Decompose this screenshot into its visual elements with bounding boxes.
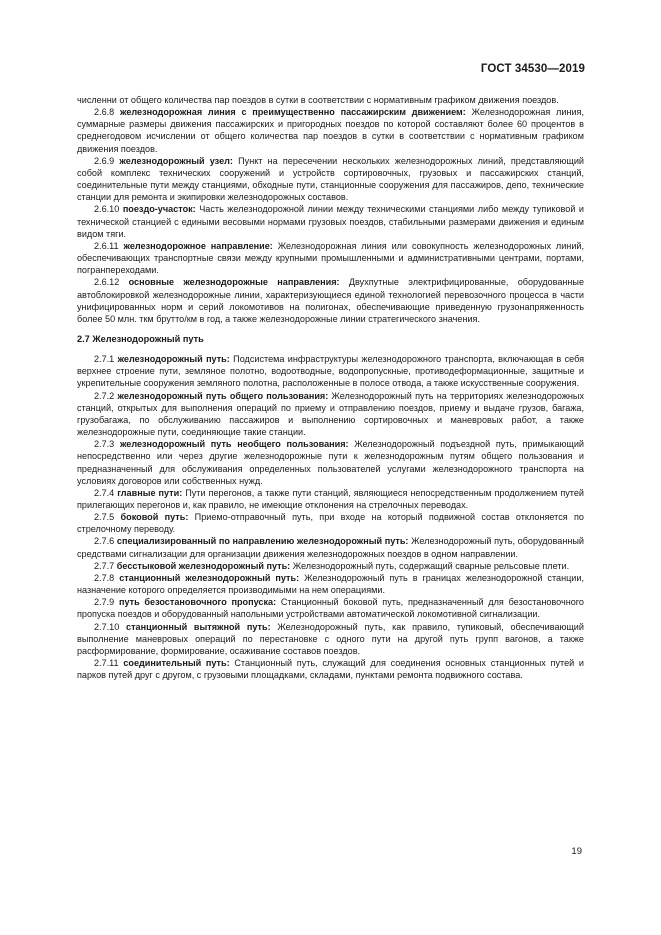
item-term: боковой путь: xyxy=(120,512,189,523)
item-number: 2.7.5 xyxy=(94,512,115,523)
definition-item xyxy=(77,511,584,535)
definition-item xyxy=(77,535,584,559)
definition-item xyxy=(77,155,584,204)
item-term: путь безостановочного пропуска: xyxy=(118,597,277,608)
item-term: железнодорожный узел: xyxy=(119,155,233,166)
item-text: Железнодорожный путь, оборудованный средствами сигнализации для организации движения железнодорожных поездов в одном направлении. xyxy=(77,536,585,559)
item-number: 2.7.4 xyxy=(94,487,115,498)
items-group-a xyxy=(77,106,584,325)
item-text: Пункт на пересечении нескольких железнодорожных линий, представляющий собой комплекс технических сооружений и устройств сортировочных, грузовых и пассажирских станций, соединительные пути между станциями, обходные пути, станционные сооружения для пассажиров, депо, технические станции для ремонта и экипировки железнодорожных составов. xyxy=(77,155,584,203)
item-number: 2.7.2 xyxy=(94,390,115,401)
item-number: 2.7.3 xyxy=(94,439,115,450)
item-number: 2.6.9 xyxy=(94,155,115,166)
definition-item xyxy=(77,657,584,681)
item-number: 2.7.11 xyxy=(94,658,119,669)
item-number: 2.7.7 xyxy=(94,560,115,571)
item-number: 2.6.10 xyxy=(94,204,120,215)
item-term: бесстыковой железнодорожный путь: xyxy=(116,560,291,571)
item-term: соединительный путь: xyxy=(123,658,230,669)
item-text: Железнодорожный путь на территориях железнодорожных станций, открытых для выполнения операций по приему и отправлению поездов, приему и выдаче грузов, багажа, грузобагажа, по обслуживанию пассажиров и выполнению сортировочных и маневровых работ, а также железнодорожные пути, соединяющие такие станции. xyxy=(77,390,585,438)
definition-item xyxy=(77,240,584,276)
item-number: 2.6.8 xyxy=(94,107,115,118)
item-term: железнодорожный путь общего пользования: xyxy=(117,390,329,401)
item-text: Железнодорожная линия или совокупность железнодорожных линий, обеспечивающих транспортные связи между крупными промышленными и административными центрами, портами, погранпереходами. xyxy=(77,240,585,276)
item-text: Двухпутные электрифицированные, оборудованные автоблокировкой железнодорожные линии, характеризующиеся единой технологией перевозочного процесса в части унифицированных норм и серий локомотивов на полигонах, обеспечивающие приведенную грузонапряженность более 50 млн. ткм брутто/км в год, а также железнодорожные линии стратегического значения. xyxy=(77,277,585,324)
definition-item xyxy=(77,390,584,439)
intro-paragraph: численни от общего количества пар поездов в сутки в соответствии с нормативным графиком движения поездов. xyxy=(77,95,559,105)
item-number: 2.7.9 xyxy=(94,597,115,608)
item-number: 2.7.1 xyxy=(94,354,115,365)
item-text: Часть железнодорожной линии между техническими станциями либо между тупиковой и технической станцией с едиными весовыми нормами грузовых поездов, стабильными размерами движения и единым видом тяги. xyxy=(77,204,585,239)
item-text: Железнодорожный путь в границах железнодорожной станции, назначение которого определяется производимыми на нем операциями. xyxy=(77,572,584,596)
item-term: главные пути: xyxy=(117,487,183,498)
item-text: Подсистема инфраструктуры железнодорожного транспорта, включающая в себя верхнее строение пути, земляное полотно, водоотводные, водопропускные, противодеформационные, защитные и укрепительные сооружения земляного полотна, расположенные в полосе отвода, а также искусственные сооружения. xyxy=(77,354,585,389)
item-text: Пути перегонов, а также пути станций, являющиеся непосредственным продолжением путей прилегающих перегонов и, как правило, не имеющие отклонения на стрелочных переводах. xyxy=(77,487,585,510)
item-number: 2.7.10 xyxy=(94,621,120,632)
definition-item xyxy=(77,438,584,487)
item-text: Железнодорожная линия, суммарные размеры движения пассажирских и пригородных поездов по которой составляют более 60 процентов в среднегодовом исчислении от общего количества пар поездов в сутки в соответствии с нормативным графиком движения поездов. xyxy=(77,107,584,154)
item-term: станционный вытяжной путь: xyxy=(126,621,271,632)
definition-item xyxy=(77,621,584,657)
item-number: 2.7.8 xyxy=(94,572,115,583)
items-group-b xyxy=(77,353,584,681)
item-text: Станционный путь, служащий для соединения основных станционных путей и парков путей друг с другом, с грузовыми площадками, складами, пунктами ремонта подвижного состава. xyxy=(77,658,585,681)
item-term: железнодорожный путь: xyxy=(117,354,230,365)
definition-item xyxy=(77,106,584,155)
definition-item xyxy=(77,596,584,620)
item-number: 2.6.11 xyxy=(94,240,119,251)
page-number: 19 xyxy=(571,846,582,857)
item-term: поездо-участок: xyxy=(122,204,196,215)
document-body xyxy=(77,94,584,681)
section-title: 2.7 Железнодорожный путь xyxy=(77,333,204,344)
item-text: Приемо-отправочный путь, при входе на который подвижной состав отклоняется по стрелочному переводу. xyxy=(77,512,584,535)
definition-item xyxy=(77,572,584,596)
item-text: Станционный боковой путь, предназначенный для безостановочного пропуска поездов и оборудованный напольными устройствами автоматической локомотивной сигнализации. xyxy=(77,597,584,620)
definition-item xyxy=(77,487,584,511)
item-text: Железнодорожный подъездной путь, примыкающий непосредственно или через другие железнодорожные пути к железнодорожным путям общего пользования и предназначенный для обслуживания определенных пользователей услугами железнодорожного транспорта на условиях договоров или собственных нужд. xyxy=(77,439,584,486)
item-term: железнодорожное направление: xyxy=(123,240,273,251)
definition-item xyxy=(77,560,584,572)
item-term: железнодорожный путь необщего пользования: xyxy=(119,439,349,450)
definition-item xyxy=(77,276,584,325)
definition-item xyxy=(77,203,584,239)
item-term: основные железнодорожные направления: xyxy=(128,277,340,288)
item-term: железнодорожная линия с преимущественно пассажирским движением: xyxy=(120,107,466,118)
item-number: 2.7.6 xyxy=(94,536,115,547)
item-term: специализированный по направлению железнодорожный путь: xyxy=(116,536,409,547)
item-number: 2.6.12 xyxy=(94,277,120,288)
definition-item xyxy=(77,353,584,389)
item-term: станционный железнодорожный путь: xyxy=(119,572,300,583)
document-header: ГОСТ 34530—2019 xyxy=(480,63,585,75)
item-text: Железнодорожный путь, как правило, тупиковый, обеспечивающий выполнение маневровых операций по перестановке с одного пути на другой путь групп вагонов, а также расформирование, формирование, осаживание составов поездов. xyxy=(77,621,584,656)
item-text: Железнодорожный путь, содержащий сварные рельсовые плети. xyxy=(292,560,570,571)
